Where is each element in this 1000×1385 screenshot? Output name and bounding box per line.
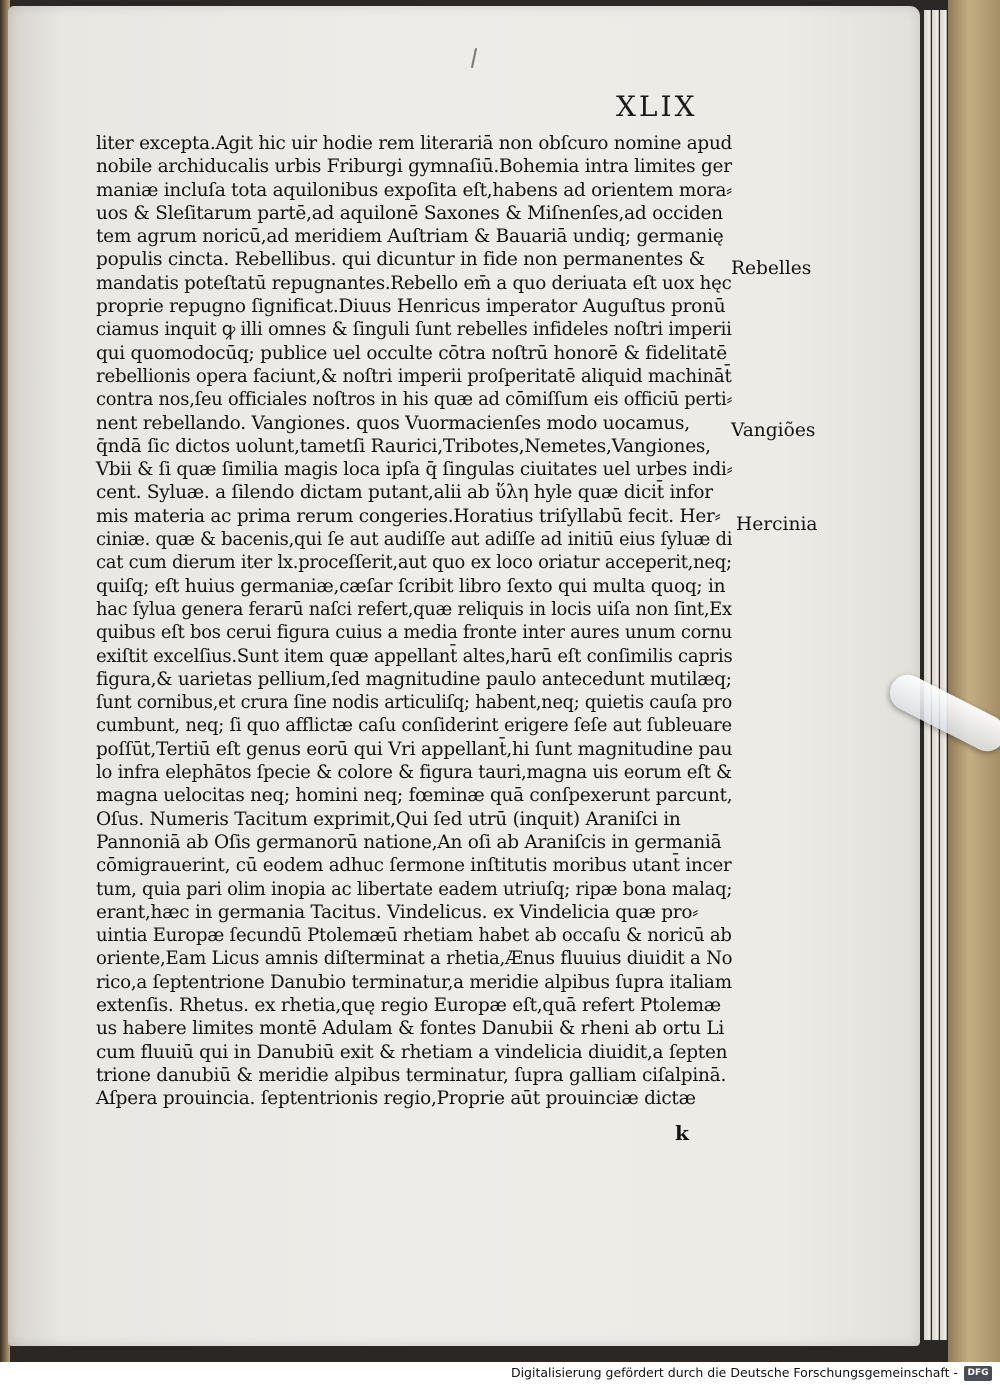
footer-credit: Digitalisierung gefördert durch die Deutsche Forschungsgemeinschaft - <box>510 1365 958 1380</box>
text-line: ciniæ. quæ & bacenis,qui ſe aut audiſſe aut adiſſe ad initiū eius ſyluæ di <box>96 529 733 551</box>
margin-note-rebelles: Rebelles <box>731 258 812 279</box>
text-line: contra nos,ſeu officiales noſtros in his quæ ad cōmiſſum eis officiū perti⸗ <box>96 389 733 411</box>
page-stack-edge <box>924 10 931 1340</box>
text-line: hac ſylua genera ferarū naſci refert,quæ reliquis in locis uiſa non ſint,Ex <box>96 598 732 620</box>
book-cover-right <box>948 0 1000 1362</box>
text-line: uintia Europæ ſecundū Ptolemæū rhetiam habet ab occaſu & noricū ab <box>96 925 732 947</box>
margin-note-hercinia: Hercinia <box>736 514 818 535</box>
text-line: ſunt cornibus,et crura ſine nodis articuliſq; habent,neq; quietis cauſa pro <box>96 692 733 714</box>
margin-note-vangiones: Vangiões <box>731 420 816 441</box>
text-line: magna uelocitas neq; homini neq; fœminæ quā conſpexerunt parcunt, <box>96 785 733 807</box>
text-line: cōmigrauerint, cū eodem adhuc ſermone inſtitutis moribus utant̄ incer <box>96 855 732 877</box>
text-line: liter excepta.Agit hic uir hodie rem literariā non obſcuro nomine apud <box>96 133 733 154</box>
text-line: figura,& uarietas pellium,ſed magnitudine paulo antecedunt mutilæq; <box>96 668 732 690</box>
page-stack-edge <box>940 10 947 1340</box>
folio-number: XLIX <box>616 90 698 123</box>
text-line: Aſpera prouincia. ſeptentrionis regio,Proprie aūt prouinciæ dictæ <box>96 1088 696 1110</box>
text-line: poſſūt,Tertiū eſt genus eorū qui Vri appellant̄,hi ſunt magnitudine pau <box>96 738 733 760</box>
text-line: populis cincta. Rebellibus. qui dicuntur in fide non permanentes & <box>96 249 705 271</box>
text-line: quibus eſt bos cerui figura cuius a media fronte inter aures unum cornu <box>96 622 733 644</box>
signature-mark: k <box>675 1121 689 1145</box>
text-line: q̄ndā ſic dictos uolunt,tametſi Raurici,Tribotes,Nemetes,Vangiones, <box>96 435 711 457</box>
text-line: proprie repugno ſignificat.Diuus Henricus imperator Auguſtus pronū <box>96 296 726 318</box>
text-line: nent rebellando. Vangiones. quos Vuormacienſes modo uocamus, <box>96 412 690 434</box>
text-line: ciamus inquit ꝙ illi omnes & ſinguli ſunt rebelles infideles noſtri imperii <box>96 319 732 341</box>
dfg-logo-icon: DFG <box>964 1366 992 1381</box>
text-line: cumbunt, neq; ſi quo afflictæ caſu conſiderint erigere ſeſe aut ſubleuare <box>96 715 732 737</box>
text-line: rico,a ſeptentrione Danubio terminatur,a meridie alpibus ſupra italiam <box>96 971 732 993</box>
text-line: qui quomodocūq; publice uel occulte cōtra noſtrū honorē & fidelitatē <box>96 342 727 364</box>
text-line: cat cum dierum iter lx.proceſſerit,aut quo ex loco oriatur acceperit,neq; <box>96 552 732 574</box>
text-line: Oſus. Numeris Tacitum exprimit,Qui ſed utrū (inquit) Araniſci in <box>96 808 681 830</box>
text-line: mis materia ac prima rerum congeries.Horatius triſyllabū fecit. Her⸗ <box>96 505 721 527</box>
text-line: maniæ incluſa tota aquilonibus expoſita eſt,habens ad orientem mora⸗ <box>96 179 733 201</box>
text-line: uos & Sleſitarum partē,ad aquilonē Saxones & Miſnenſes,ad occiden <box>96 202 723 224</box>
text-line: rebellionis opera faciunt,& noſtri imperii proſperitatē aliquid machināt̄ <box>96 365 732 387</box>
text-line: cent. Syluæ. a ſilendo dictam putant,alii ab ὕλη hyle quæ dicit̄ infor <box>96 482 713 504</box>
text-line: exiſtit excelſius.Sunt item quæ appellant̄ altes,harū eſt conſimilis capris <box>96 645 733 667</box>
text-line: Vbii & ſi quæ ſimilia magis loca ipſa q̄ ſingulas ciuitates uel urbes indi⸗ <box>96 459 733 481</box>
text-line: extenſis. Rhetus. ex rhetia,quę regio Europæ eſt,quā refert Ptolemæ <box>96 994 721 1016</box>
text-line: quiſq; eſt huius germaniæ,cæſar ſcribit libro ſexto qui multa quoq; in <box>96 575 726 597</box>
text-line: trione danubiū & meridie alpibus terminatur, ſupra galliam ciſalpinā. <box>96 1064 727 1086</box>
text-line: tem agrum noricū,ad meridiem Auſtriam & Bauariā undiq; germanię <box>96 226 724 248</box>
book-page <box>8 6 920 1346</box>
text-line: tum, quia pari olim inopia ac libertate eadem utriuſq; ripæ bona malaq; <box>96 878 733 900</box>
page-stack-edge <box>932 10 939 1340</box>
text-line: nobile archiducalis urbis Friburgi gymnaſiū.Bohemia intra limites ger <box>96 156 732 178</box>
page-mark <box>471 48 477 68</box>
footer-bar <box>0 1362 1000 1385</box>
text-line: us habere limites montē Adulam & fontes Danubii & rheni ab ortu Li <box>96 1018 725 1040</box>
page-text <box>96 132 736 1110</box>
text-line: oriente,Eam Licus amnis diſterminat a rhetia,Ænus fluuius diuidit a No <box>96 948 733 970</box>
text-line: cum fluuiū qui in Danubiū exit & rhetiam a vindelicia diuidit,a ſepten <box>96 1041 728 1063</box>
text-line: lo infra elephātos ſpecie & colore & figura tauri,magna uis eorum eſt & <box>96 762 732 784</box>
text-line: mandatis poteſtatū repugnantes.Rebello em̄ a quo deriuata eſt uox hęc <box>96 272 732 294</box>
text-line: Pannoniā ab Oſis germanorū natione,An oſi ab Araniſcis in germaniā <box>96 831 722 853</box>
text-line: erant,hæc in germania Tacitus. Vindelicus. ex Vindelicia quæ pro⸗ <box>96 901 699 923</box>
